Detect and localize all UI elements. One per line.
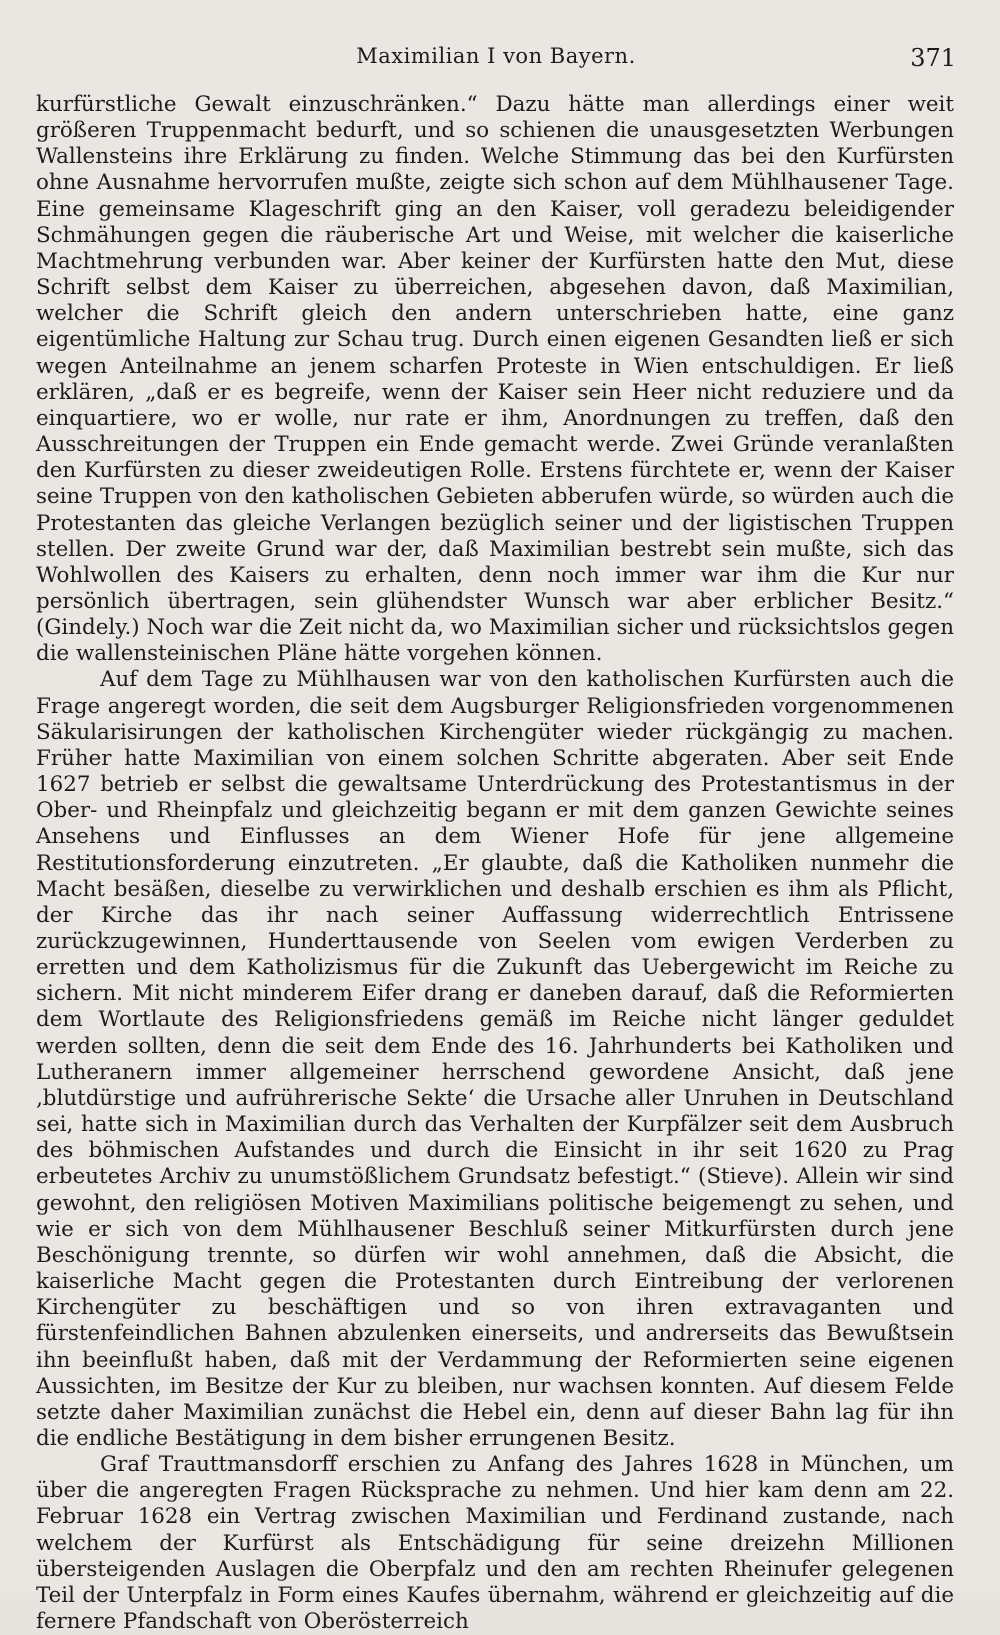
running-title: Maximilian I von Bayern. bbox=[356, 44, 636, 68]
paragraph: Graf Trauttmansdorff erschien zu Anfang des Jahres 1628 in München, um über die angeregten Fragen Rücksprache zu nehmen. Und hier kam denn am 22. Februar 1628 ein Vertrag zwischen Maximilian und Ferdinand zustande, nach welchem der Kurfürst als Entschädigung für seine dreizehn Millionen übersteigenden Auslagen die Oberpfalz und den am rechten Rheinufer gelegenen Teil der Unterpfalz in Form eines Kaufes übernahm, während er gleichzeitig auf die fernere Pfandschaft von Oberösterreich bbox=[36, 1452, 954, 1635]
paragraph: Auf dem Tage zu Mühlhausen war von den katholischen Kurfürsten auch die Frage angeregt worden, die seit dem Augsburger Religionsfrieden vorgenommenen Säkularisirungen der katholischen Kirchengüter wieder rückgängig zu machen. Früher hatte Maximilian von einem solchen Schritte abgeraten. Aber seit Ende 1627 betrieb er selbst die gewaltsame Unterdrückung des Protestantismus in der Ober- und Rheinpfalz und gleichzeitig begann er mit dem ganzen Gewichte seines Ansehens und Einflusses an dem Wiener Hofe für jene allgemeine Restitutionsforderung einzutreten. „Er glaubte, daß die Katholiken nunmehr die Macht besäßen, dieselbe zu verwirklichen und deshalb erschien es ihm als Pflicht, der Kirche das ihr nach seiner Auffassung widerrechtlich Entrissene zurückzugewinnen, Hunderttausende von Seelen vom ewigen Verderben zu erretten und dem Katholizismus für die Zukunft das Uebergewicht im Reiche zu sichern. Mit nicht minderem Eifer drang er daneben darauf, daß die Reformierten dem Wortlaute des Religionsfriedens gemäß im Reiche nicht länger geduldet werden sollten, denn die seit dem Ende des 16. Jahrhunderts bei Katholiken und Lutheranern immer allgemeiner herrschend gewordene Ansicht, daß jene ‚blutdürstige und aufrührerische Sekte‘ die Ursache aller Unruhen in Deutschland sei, hatte sich in Maximilian durch das Verhalten der Kurpfälzer seit dem Ausbruch des böhmischen Aufstandes und durch die Einsicht in ihr seit 1620 zu Prag erbeutetes Archiv zu unumstößlichem Grundsatz befestigt.“ (Stieve). Allein wir sind gewohnt, den religiösen Motiven Maximilians politische beigemengt zu sehen, und wie er sich von dem Mühlhausener Beschluß seiner Mitkurfürsten durch jene Beschönigung trennte, so dürfen wir wohl annehmen, daß die Absicht, die kaiserliche Macht gegen die Protestanten durch Eintreibung der verlorenen Kirchengüter zu beschäftigen und so von ihren extravaganten und fürstenfeindlichen Bahnen abzulenken einerseits, und andrerseits das Bewußtsein ihn beeinflußt haben, daß mit der Verdammung der Reformierten seine eigenen Aussichten, im Besitze der Kur zu bleiben, nur wachsen konnten. Auf diesem Felde setzte daher Maximilian zunächst die Hebel ein, denn auf dieser Bahn lag für ihn die endliche Bestätigung in dem bisher errungenen Besitz. bbox=[36, 667, 954, 1451]
body-text bbox=[36, 92, 954, 1635]
running-head bbox=[36, 36, 956, 76]
paragraph: kurfürstliche Gewalt einzuschränken.“ Dazu hätte man allerdings einer weit größeren Truppenmacht bedurft, und so schienen die unausgesetzten Werbungen Wallensteins ihre Erklärung zu finden. Welche Stimmung das bei den Kurfürsten ohne Ausnahme hervorrufen mußte, zeigte sich schon auf dem Mühlhausener Tage. Eine gemeinsame Klageschrift ging an den Kaiser, voll geradezu beleidigender Schmähungen gegen die räuberische Art und Weise, mit welcher die kaiserliche Machtmehrung verbunden war. Aber keiner der Kurfürsten hatte den Mut, diese Schrift selbst dem Kaiser zu überreichen, abgesehen davon, daß Maximilian, welcher die Schrift gleich den andern unterschrieben hatte, eine ganz eigentümliche Haltung zur Schau trug. Durch einen eigenen Gesandten ließ er sich wegen Anteilnahme an jenem scharfen Proteste in Wien entschuldigen. Er ließ erklären, „daß er es begreife, wenn der Kaiser sein Heer nicht reduziere und da einquartiere, wo er wolle, nur rate er ihm, Anordnungen zu treffen, daß den Ausschreitungen der Truppen ein Ende gemacht werde. Zwei Gründe veranlaßten den Kurfürsten zu dieser zweideutigen Rolle. Erstens fürchtete er, wenn der Kaiser seine Truppen von den katholischen Gebieten abberufen würde, so würden auch die Protestanten das gleiche Verlangen bezüglich seiner und der ligistischen Truppen stellen. Der zweite Grund war der, daß Maximilian bestrebt sein mußte, sich das Wohlwollen des Kaisers zu erhalten, denn noch immer war ihm die Kur nur persönlich übertragen, sein glühendster Wunsch war aber erblicher Besitz.“ (Gindely.) Noch war die Zeit nicht da, wo Maximilian sicher und rücksichtslos gegen die wallensteinischen Pläne hätte vorgehen können. bbox=[36, 92, 954, 667]
page-number: 371 bbox=[910, 44, 956, 72]
